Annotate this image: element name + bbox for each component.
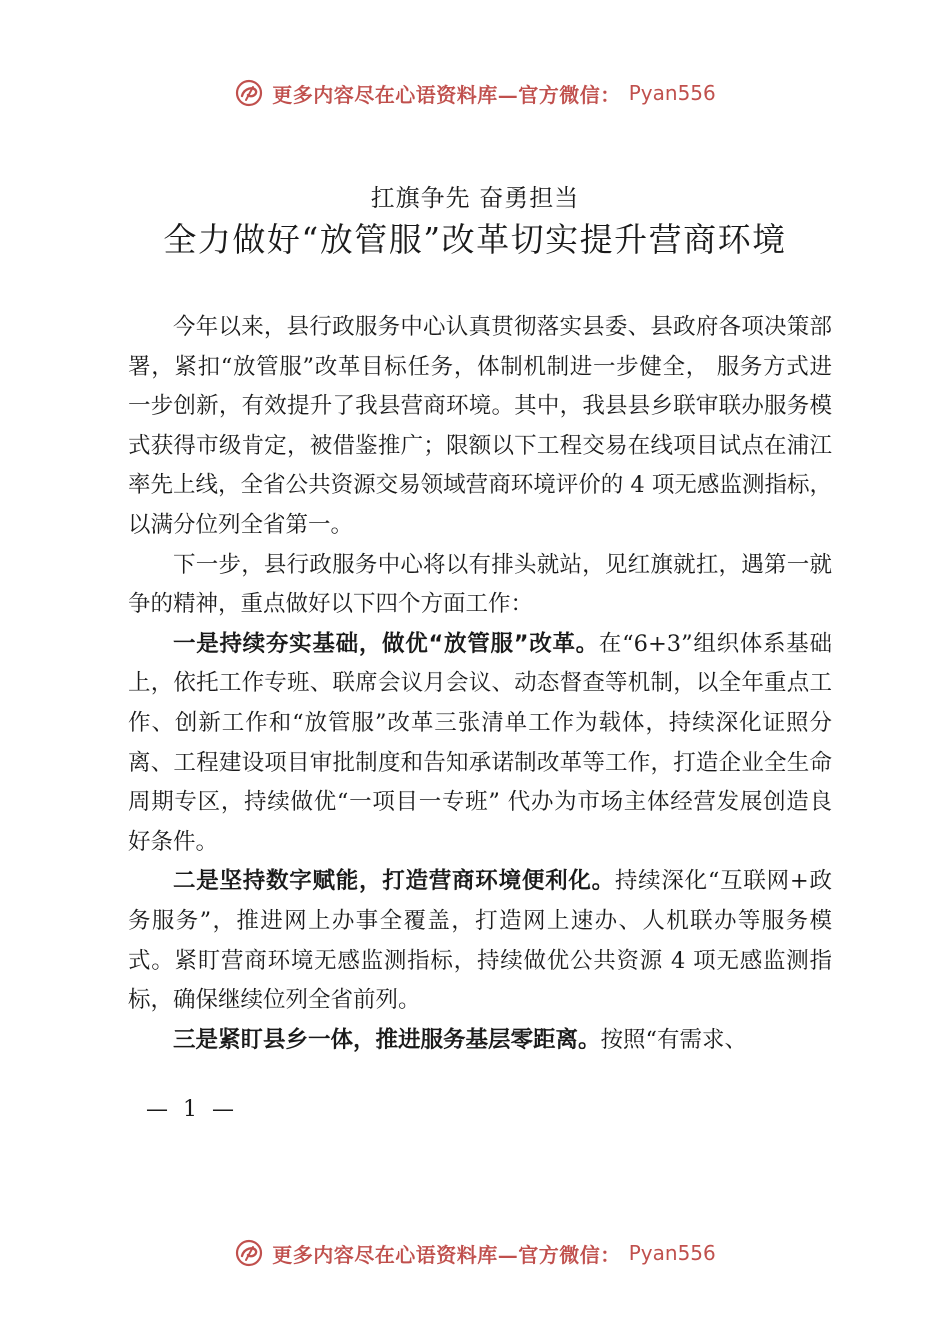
paragraph-text: 下一步，县行政服务中心将以有排头就站，见红旗就扛，遇第一就争的精神，重点做好以下四个方面工作： (128, 551, 832, 618)
watermark-wechat-id: Pyan556 (628, 1241, 716, 1265)
swirl-logo-icon (234, 1238, 264, 1268)
document-body (128, 308, 832, 1060)
watermark-text: 更多内容尽在心语资料库—官方微信： (272, 82, 621, 107)
watermark-text: 更多内容尽在心语资料库—官方微信： (272, 1242, 621, 1267)
paragraph-text: 按照“有需求、 (600, 1026, 748, 1053)
document-subtitle: 扛旗争先 奋勇担当 (370, 184, 580, 212)
paragraph (128, 625, 832, 863)
document-title: 全力做好“放管服”改革切实提升营商环境 (163, 220, 787, 259)
watermark-wechat-id: Pyan556 (628, 81, 716, 105)
paragraph-text: 在“6+3”组织体系基础上，依托工作专班、联席会议月会议、动态督查等机制，以全年重点工作、创新工作和“放管服”改革三张清单工作为载体，持续深化证照分离、工程建设项目审批制度和告知承诺制改革等工作，打造企业全生命周期专区，持续做优“一项目一专班” 代办为市场主体经营发展创造良好条件。 (128, 630, 832, 855)
paragraph (128, 546, 832, 625)
paragraph-lead: 二是坚持数字赋能，打造营商环境便利化。 (173, 868, 615, 895)
paragraph (128, 308, 832, 546)
paragraph-text: 今年以来，县行政服务中心认真贯彻落实县委、县政府各项决策部署，紧扣“放管服”改革目标任务，体制机制进一步健全， 服务方式进一步创新，有效提升了我县营商环境。其中，我县县乡联审联办服务模式获得市级肯定，被借鉴推广；限额以下工程交易在线项目试点在浦江率先上线，全省公共资源交易领域营商环境评价的 4 项无感监测指标，以满分位列全省第一。 (128, 314, 832, 538)
watermark-header (0, 73, 950, 113)
watermark-footer (0, 1233, 950, 1273)
swirl-logo-icon (234, 78, 264, 108)
paragraph (128, 862, 832, 1020)
page-number: — 1 — (146, 1097, 238, 1122)
paragraph-text: 持续深化“互联网+政务服务”，推进网上办事全覆盖，打造网上速办、人机联办等服务模式。紧盯营商环境无感监测指标，持续做优公共资源 4 项无感监测指标，确保继续位列全省前列。 (128, 868, 832, 1014)
paragraph (128, 1021, 832, 1061)
paragraph-lead: 一是持续夯实基础，做优“放管服”改革。 (173, 630, 599, 657)
paragraph-lead: 三是紧盯县乡一体，推进服务基层零距离。 (173, 1026, 601, 1053)
